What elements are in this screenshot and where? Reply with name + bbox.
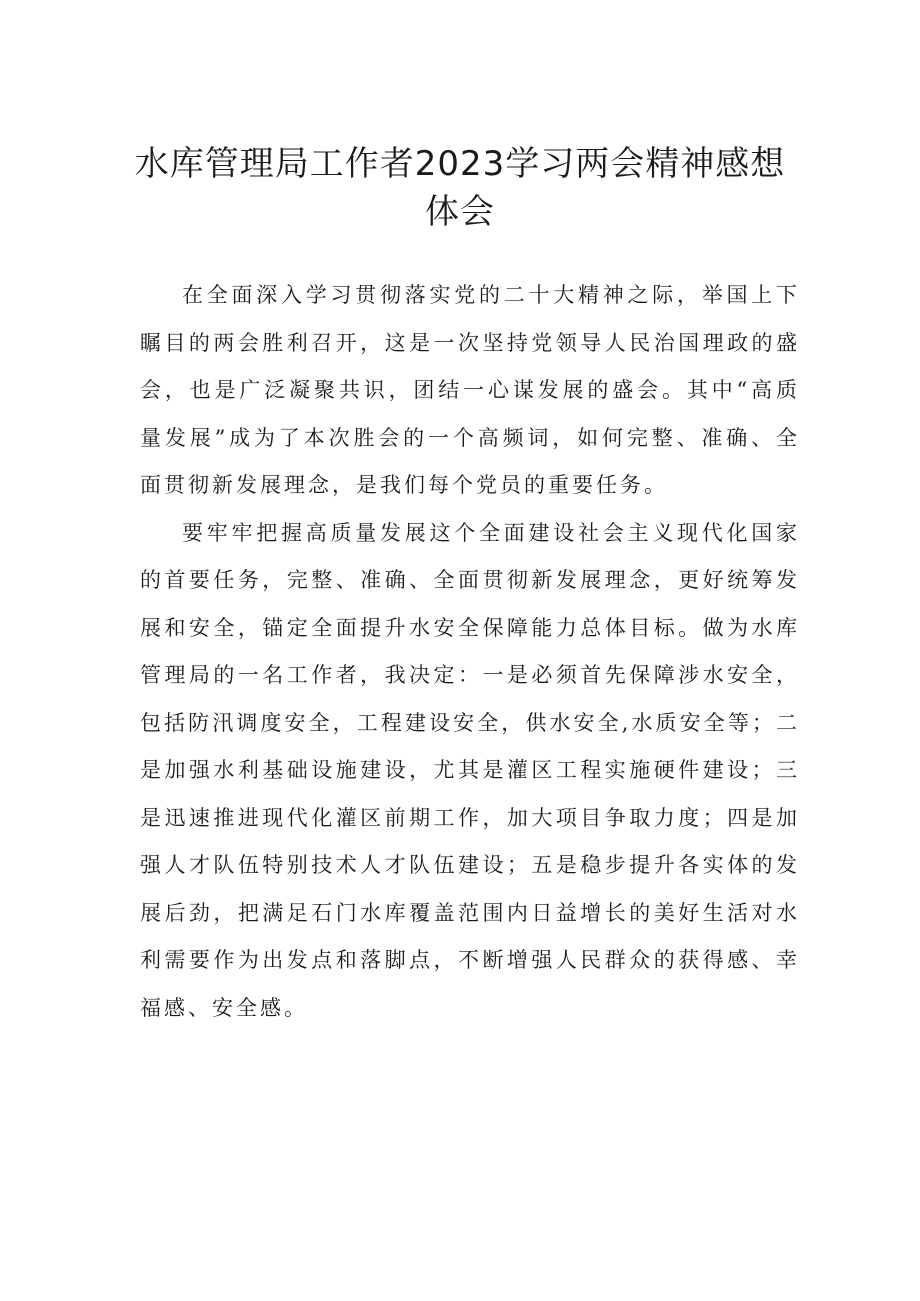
document-body — [140, 272, 800, 1032]
document-title: 水库管理局工作者2023学习两会精神感想体会 — [134, 144, 786, 232]
paragraph-2: 要牢牢把握高质量发展这个全面建设社会主义现代化国家的首要任务，完整、准确、全面贯彻新发展理念，更好统筹发展和安全，锚定全面提升水安全保障能力总体目标。做为水库管理局的一名工作者，我决定：一是必须首先保障涉水安全，包括防汛调度安全，工程建设安全，供水安全,水质安全等；二是加强水利基础设施建设，尤其是灌区工程实施硬件建设；三是迅速推进现代化灌区前期工作，加大项目争取力度；四是加强人才队伍特别技术人才队伍建设；五是稳步提升各实体的发展后劲，把满足石门水库覆盖范围内日益增长的美好生活对水利需要作为出发点和落脚点，不断增强人民群众的获得感、幸福感、安全感。 — [140, 520, 800, 1020]
paragraph-1: 在全面深入学习贯彻落实党的二十大精神之际，举国上下瞩目的两会胜利召开，这是一次坚持党领导人民治国理政的盛会，也是广泛凝聚共识，团结一心谋发展的盛会。其中“高质量发展”成为了本次胜会的一个高频词，如何完整、准确、全面贯彻新发展理念，是我们每个党员的重要任务。 — [140, 283, 800, 497]
